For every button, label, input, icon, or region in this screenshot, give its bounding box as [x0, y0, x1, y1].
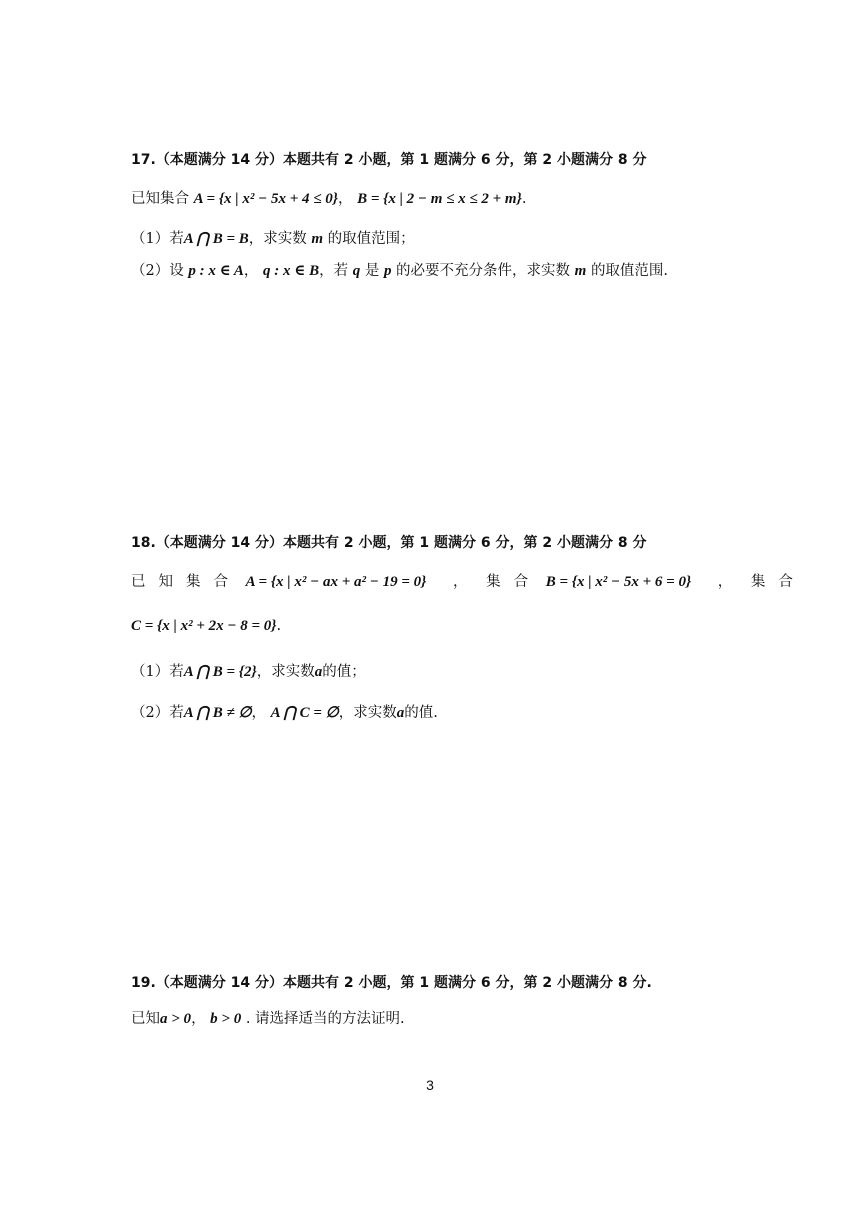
- q17-part1-prefix: （1）若: [131, 231, 184, 247]
- q18-mid2: 集合: [750, 574, 806, 590]
- q18-part2-suffix: ，求实数: [338, 705, 397, 721]
- q17-part1-end: 的取值范围；: [327, 231, 415, 247]
- q18-sep2: ，: [717, 574, 733, 590]
- q19-sep: ，: [191, 1011, 206, 1027]
- q19-stem-prefix: 已知: [131, 1011, 160, 1027]
- q18-part1-suffix: ，求实数: [256, 664, 315, 680]
- q17-part2-pv: p: [383, 263, 392, 279]
- q17-part1-math: A ⋂ B = B: [183, 231, 249, 247]
- q18-part2-end: 的值.: [404, 705, 438, 721]
- q18-part2-prefix: （2）若: [131, 705, 184, 721]
- q18-header: 18.（本题满分 14 分）本题共有 2 小题，第 1 题满分 6 分，第 2 小题满分 8 分: [131, 535, 647, 551]
- q18-part1-math: A ⋂ B = {2}: [183, 664, 257, 680]
- q18-part1-var: a: [314, 664, 323, 680]
- q19-end: . 请选择适当的方法证明.: [245, 1011, 405, 1027]
- q17-part2-end: 的取值范围.: [590, 263, 669, 279]
- q18-part2-math1: A ⋂ B ≠ ∅: [183, 705, 252, 721]
- q19-header: 19.（本题满分 14 分）本题共有 2 小题，第 1 题满分 6 分，第 2 小题满分 8 分.: [131, 975, 652, 991]
- q18-part1-prefix: （1）若: [131, 664, 184, 680]
- q18-stem-cont: [131, 619, 281, 634]
- q19-math1: a > 0: [160, 1011, 192, 1027]
- q17-end: .: [521, 191, 527, 207]
- q17-part2: [131, 264, 668, 279]
- q17-part2-sep: ，: [243, 263, 259, 279]
- q18-set-a: A = {x | x² − ax + a² − 19 = 0}: [245, 574, 427, 590]
- q18-end: .: [276, 618, 282, 634]
- q17-header: 17.（本题满分 14 分）本题共有 2 小题，第 1 题满分 6 分，第 2 小题满分 8 分: [131, 152, 647, 168]
- q18-stem-prefix: 已知集合: [131, 574, 241, 590]
- q17-part2-qv: q: [352, 263, 361, 279]
- q17-set-b: B = {x | 2 − m ≤ x ≤ 2 + m}: [357, 191, 522, 207]
- q17-set-a: A = {x | x² − 5x + 4 ≤ 0}: [193, 191, 338, 207]
- q18-part2: [131, 706, 438, 721]
- q18-part2-sep: ，: [251, 705, 267, 721]
- q19-stem: [131, 1012, 405, 1027]
- q17-part2-prefix: （2）设: [131, 263, 184, 279]
- q18-set-b: B = {x | x² − 5x + 6 = 0}: [545, 574, 692, 590]
- q17-part2-mv: m: [574, 263, 587, 279]
- q18-part1: [131, 665, 366, 680]
- q17-part1-var: m: [311, 231, 324, 247]
- q17-sep: ，: [337, 191, 353, 207]
- q18-sep1: ，: [452, 574, 468, 590]
- q18-mid: 集合: [486, 574, 542, 590]
- q17-part2-mid1: ，若: [319, 263, 349, 279]
- q17-part1: [131, 232, 415, 247]
- q18-part2-var: a: [396, 705, 405, 721]
- q17-part2-mid2: 是: [364, 263, 380, 279]
- q17-part2-mid3: 的必要不充分条件，求实数: [396, 263, 571, 279]
- q17-stem: [131, 192, 526, 207]
- q18-set-c: C = {x | x² + 2x − 8 = 0}: [131, 618, 277, 634]
- page-number: 3: [426, 1077, 434, 1093]
- q18-stem: [131, 575, 806, 590]
- q17-stem-prefix: 已知集合: [131, 191, 189, 207]
- q18-part1-end: 的值；: [322, 664, 366, 680]
- q19-math2: b > 0: [210, 1011, 242, 1027]
- q18-part2-math2: A ⋂ C = ∅: [270, 705, 339, 721]
- q17-part2-q: q : x ∈ B: [263, 263, 320, 279]
- q17-part2-p: p : x ∈ A: [188, 263, 244, 279]
- q17-part1-suffix: ，求实数: [248, 231, 307, 247]
